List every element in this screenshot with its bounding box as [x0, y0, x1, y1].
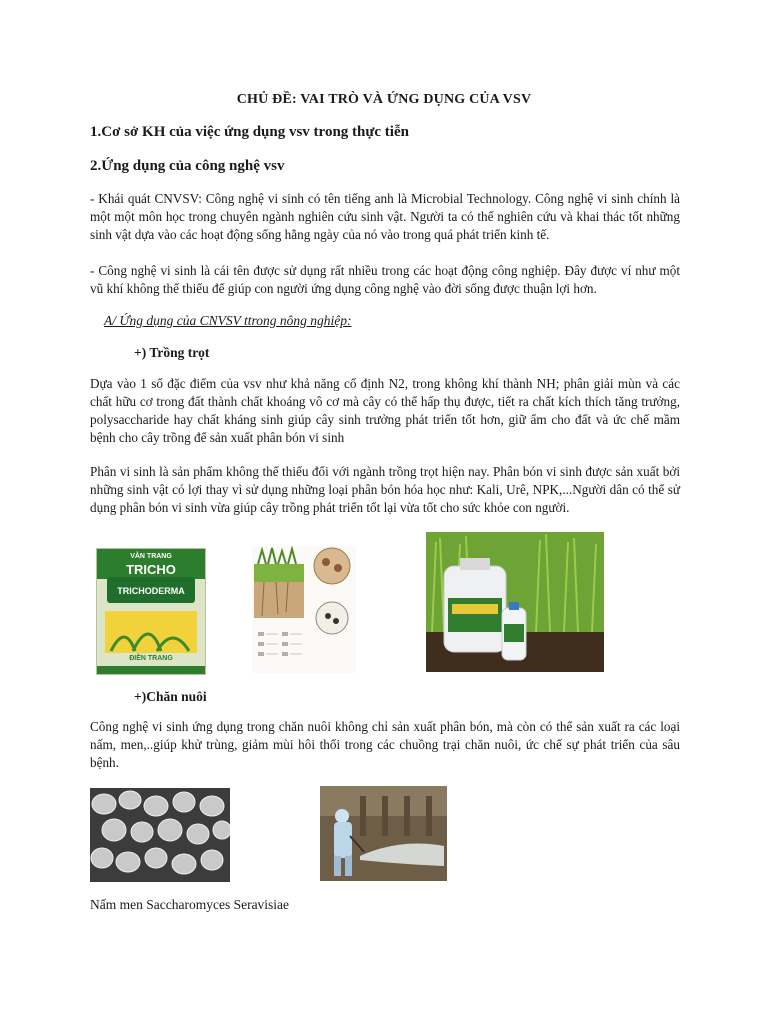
- heading-1: 1.Cơ sở KH của việc ứng dụng vsv trong thực tiễn: [90, 124, 409, 140]
- subheading-agriculture: A/ Ứng dụng của CNVSV ttrong nông nghiệp:: [104, 313, 352, 328]
- paragraph-livestock: Công nghệ vi sinh ứng dụng trong chăn nuôi không chỉ sản xuất phân bón, mà còn có thể sản xuất ra các loại nấm, men,..giúp khử trùng, giảm mùi hôi thối trong các chuồng trại chăn nuôi, ức chế sự phát triển của sâu bệnh.: [90, 719, 680, 770]
- heading-2: 2.Ứng dụng của công nghệ vsv: [90, 158, 285, 174]
- package-name-tricho: TRICHO: [126, 562, 176, 577]
- yeast-caption: Nấm men Saccharomyces Seravisiae: [90, 897, 290, 912]
- paragraph-crops: Dựa vào 1 số đặc điểm của vsv như khả năng cố định N2, trong không khí thành NH; phân giải mùn và các chất hữu cơ trong đất thành chất khoáng vô cơ mà cây có thể hấp thụ được, tiết ra chất kích thích tăng trưởng, polysaccharide hay chất kháng sinh giúp cây sinh trưởng phát triển tốt hơn, giữ ẩm cho đất và ức chế mầm bệnh cho cây trồng để sản xuất phân bón vi sinh: [90, 376, 680, 445]
- package-bottom-band: [97, 666, 205, 674]
- bio-fertilizer-bottles-image: [426, 532, 604, 672]
- package-illustration-icon: [105, 611, 197, 653]
- package-footer: ĐIỀN TRANG: [129, 655, 173, 662]
- package-yellow-panel: [105, 611, 197, 653]
- farm-disinfection-image: [320, 786, 447, 881]
- yeast-micrograph-image: [90, 788, 230, 882]
- subheading-livestock: +)Chăn nuôi: [134, 689, 207, 704]
- yeast-cells-icon: [90, 788, 230, 882]
- soil-diagram-icon: [252, 546, 356, 673]
- paragraph-fertilizer: Phân vi sinh là sản phẩm không thể thiếu đối với ngành trồng trọt hiện nay. Phân bón vi sinh được sản xuất bởi những sinh vật có lợi thay vì sử dụng những loại phân bón hóa học như: Kali, Urê, NPK,...Người dân có thể sử dụng phân bón vi sinh vừa giúp cây trồng phát triển tốt lại vừa tốt cho sức khỏe con người.: [90, 464, 680, 515]
- package-name-trichoderma: TRICHODERMA: [117, 586, 185, 596]
- trichoderma-package-image: [96, 548, 206, 675]
- package-brand: VĂN TRANG: [130, 553, 172, 560]
- paragraph-industry: - Công nghệ vi sinh là cái tên được sử dụng rất nhiều trong các hoạt động công nghiệp. Đây được ví như một vũ khí không thể thiếu để giúp con người ứng dụng công nghệ vào đời sống được thuận lợi hơn.: [90, 263, 680, 296]
- document-title: CHỦ ĐỀ: VAI TRÒ VÀ ỨNG DỤNG CỦA VSV: [236, 92, 532, 107]
- soil-microbe-diagram-image: [252, 546, 356, 673]
- grass-bottles-icon: [426, 532, 604, 672]
- paragraph-overview: - Khái quát CNVSV: Công nghệ vi sinh có tên tiếng anh là Microbial Technology. Công nghệ vi sinh chính là một một môn học trong chuyên ngành nghiên cứu sinh vật. Người ta có thể nghiên cứu và khai thác tốt những sinh vật dựa vào các hoạt động sống hằng ngày của nó vào trong quá phát triển kinh tế.: [90, 191, 680, 242]
- subheading-crops: +) Trồng trọt: [134, 345, 210, 360]
- farm-spraying-icon: [320, 786, 447, 881]
